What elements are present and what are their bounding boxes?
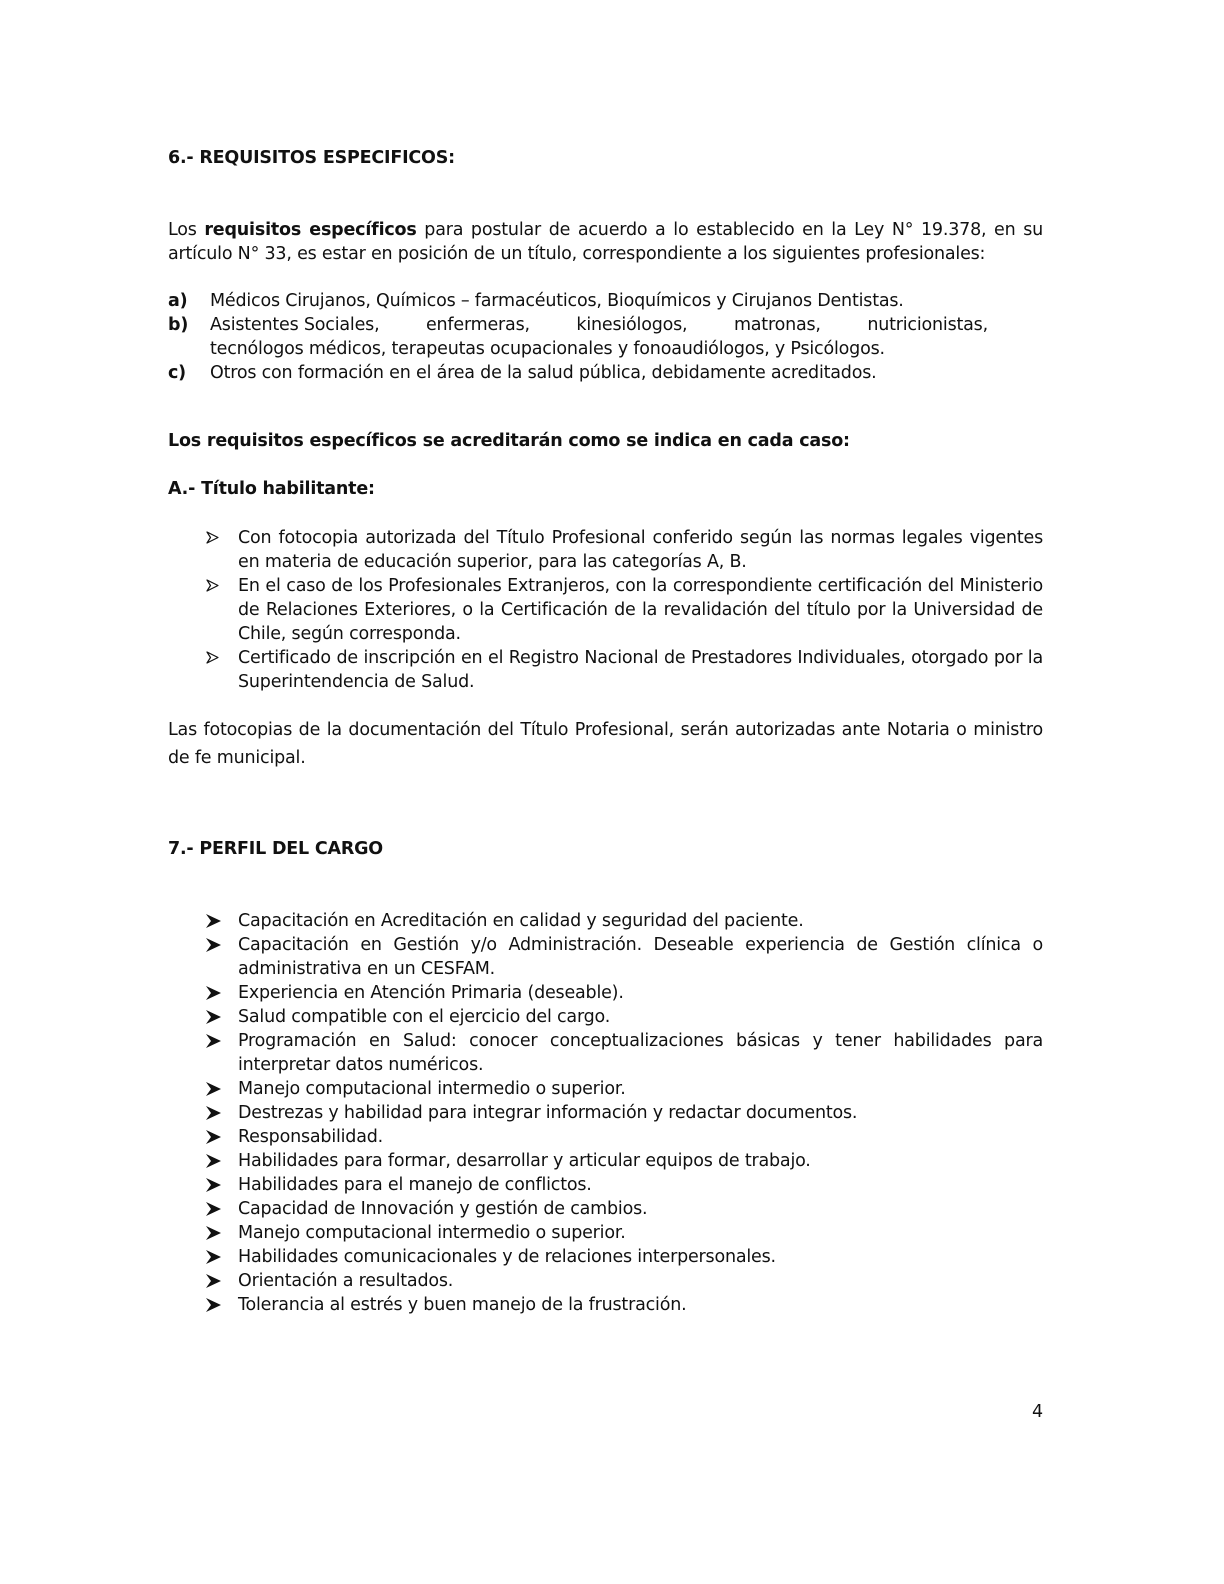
arrow-bullet-icon (206, 1293, 224, 1317)
list-item-text: Habilidades comunicacionales y de relaciones interpersonales. (238, 1247, 776, 1267)
arrow-bullet-icon (206, 574, 224, 598)
list-item (206, 1221, 1043, 1245)
list-item (206, 909, 1043, 933)
list-item-text: Manejo computacional intermedio o superior. (238, 1223, 626, 1243)
arrow-bullet-icon (206, 1173, 224, 1197)
list-item-text: Capacitación en Acreditación en calidad y seguridad del paciente. (238, 911, 804, 931)
list-letter: b) (168, 315, 189, 335)
arrow-bullet-icon (206, 1101, 224, 1125)
list-item (206, 1269, 1043, 1293)
list-item-text: Experiencia en Atención Primaria (deseable). (238, 983, 624, 1003)
profession-word: nutricionistas, (867, 315, 988, 335)
list-item (206, 1077, 1043, 1101)
list-item-text: Orientación a resultados. (238, 1271, 454, 1291)
list-item (206, 1173, 1043, 1197)
list-item (206, 981, 1043, 1005)
perfil-list (206, 909, 1043, 1317)
list-item (206, 1101, 1043, 1125)
list-item-text: Con fotocopia autorizada del Título Profesional conferido según las normas legales vigentes en materia de educación superior, para las categorías A, B. (238, 528, 1043, 572)
list-item-text: Capacidad de Innovación y gestión de cambios. (238, 1199, 648, 1219)
list-item (206, 1125, 1043, 1149)
list-item (168, 361, 1043, 385)
arrow-bullet-icon (206, 909, 224, 933)
arrow-bullet-icon (206, 1005, 224, 1029)
titulo-requirements-list (206, 526, 1043, 694)
list-item (168, 313, 1043, 361)
list-item-text: Tolerancia al estrés y buen manejo de la frustración. (238, 1295, 687, 1315)
list-item-text: Médicos Cirujanos, Químicos – farmacéuticos, Bioquímicos y Cirujanos Dentistas. (210, 291, 904, 311)
acreditacion-heading: Los requisitos específicos se acreditarán como se indica en cada caso: (168, 431, 850, 451)
arrow-bullet-icon (206, 1029, 224, 1053)
list-letter: c) (168, 363, 186, 383)
list-item (168, 289, 1043, 313)
list-item (206, 933, 1043, 981)
list-item (206, 526, 1043, 574)
arrow-bullet-icon (206, 526, 224, 550)
arrow-bullet-icon (206, 1077, 224, 1101)
requirements-intro (168, 218, 1043, 266)
list-item (206, 574, 1043, 646)
intro-text-start: Los (168, 220, 205, 240)
arrow-bullet-icon (206, 1221, 224, 1245)
list-item-text: Habilidades para formar, desarrollar y articular equipos de trabajo. (238, 1151, 811, 1171)
list-item (206, 646, 1043, 694)
arrow-bullet-icon (206, 1245, 224, 1269)
arrow-bullet-icon (206, 981, 224, 1005)
list-letter: a) (168, 291, 188, 311)
arrow-bullet-icon (206, 1269, 224, 1293)
list-item-second-line: tecnólogos médicos, terapeutas ocupacionales y fonoaudiólogos, y Psicólogos. (210, 339, 885, 359)
arrow-bullet-icon (206, 1149, 224, 1173)
profession-word: Asistentes Sociales, (210, 315, 380, 335)
list-item (206, 1005, 1043, 1029)
profession-word: enfermeras, (425, 315, 530, 335)
arrow-bullet-icon (206, 933, 224, 957)
list-item-text: Habilidades para el manejo de conflictos. (238, 1175, 592, 1195)
arrow-bullet-icon (206, 646, 224, 670)
section-7-heading: 7.- PERFIL DEL CARGO (168, 839, 383, 859)
intro-bold-term: requisitos específicos (204, 220, 417, 240)
fotocopias-note: Las fotocopias de la documentación del Título Profesional, serán autorizadas ante Notaria o ministro de fe municipal. (168, 720, 1043, 768)
list-item-text: En el caso de los Profesionales Extranjeros, con la correspondiente certificación del Ministerio de Relaciones Exteriores, o la Certificación de la revalidación del título por la Universidad de Chile, según corresponda. (238, 576, 1043, 644)
intro-text-end: para postular de acuerdo a lo establecido en la Ley N° 19.378, en su artículo N° 33, es estar en posición de un título, correspondiente a los siguientes profesionales: (168, 220, 1044, 264)
profession-word: matronas, (733, 315, 821, 335)
titulo-habilitante-heading: A.- Título habilitante: (168, 479, 375, 499)
section-6-heading: 6.- REQUISITOS ESPECIFICOS: (168, 148, 455, 168)
list-item-text: Responsabilidad. (238, 1127, 384, 1147)
list-item (206, 1245, 1043, 1269)
list-item (206, 1197, 1043, 1221)
arrow-bullet-icon (206, 1197, 224, 1221)
list-item-text: Otros con formación en el área de la salud pública, debidamente acreditados. (210, 363, 877, 383)
list-item-text: Destrezas y habilidad para integrar información y redactar documentos. (238, 1103, 858, 1123)
list-item-text: Certificado de inscripción en el Registro Nacional de Prestadores Individuales, otorgado por la Superintendencia de Salud. (238, 648, 1043, 692)
arrow-bullet-icon (206, 1125, 224, 1149)
list-item (206, 1029, 1043, 1077)
list-item (206, 1293, 1043, 1317)
list-item-text: Programación en Salud: conocer conceptualizaciones básicas y tener habilidades para interpretar datos numéricos. (238, 1031, 1043, 1075)
professions-list (168, 289, 1043, 385)
page-number: 4 (1032, 1402, 1043, 1422)
list-item-text: Manejo computacional intermedio o superior. (238, 1079, 626, 1099)
list-item-text: Salud compatible con el ejercicio del cargo. (238, 1007, 611, 1027)
list-item (206, 1149, 1043, 1173)
profession-word: kinesiólogos, (576, 315, 688, 335)
list-item-text: Capacitación en Gestión y/o Administración. Deseable experiencia de Gestión clínica o administrativa en un CESFAM. (238, 935, 1043, 979)
list-item-first-line (210, 313, 988, 337)
